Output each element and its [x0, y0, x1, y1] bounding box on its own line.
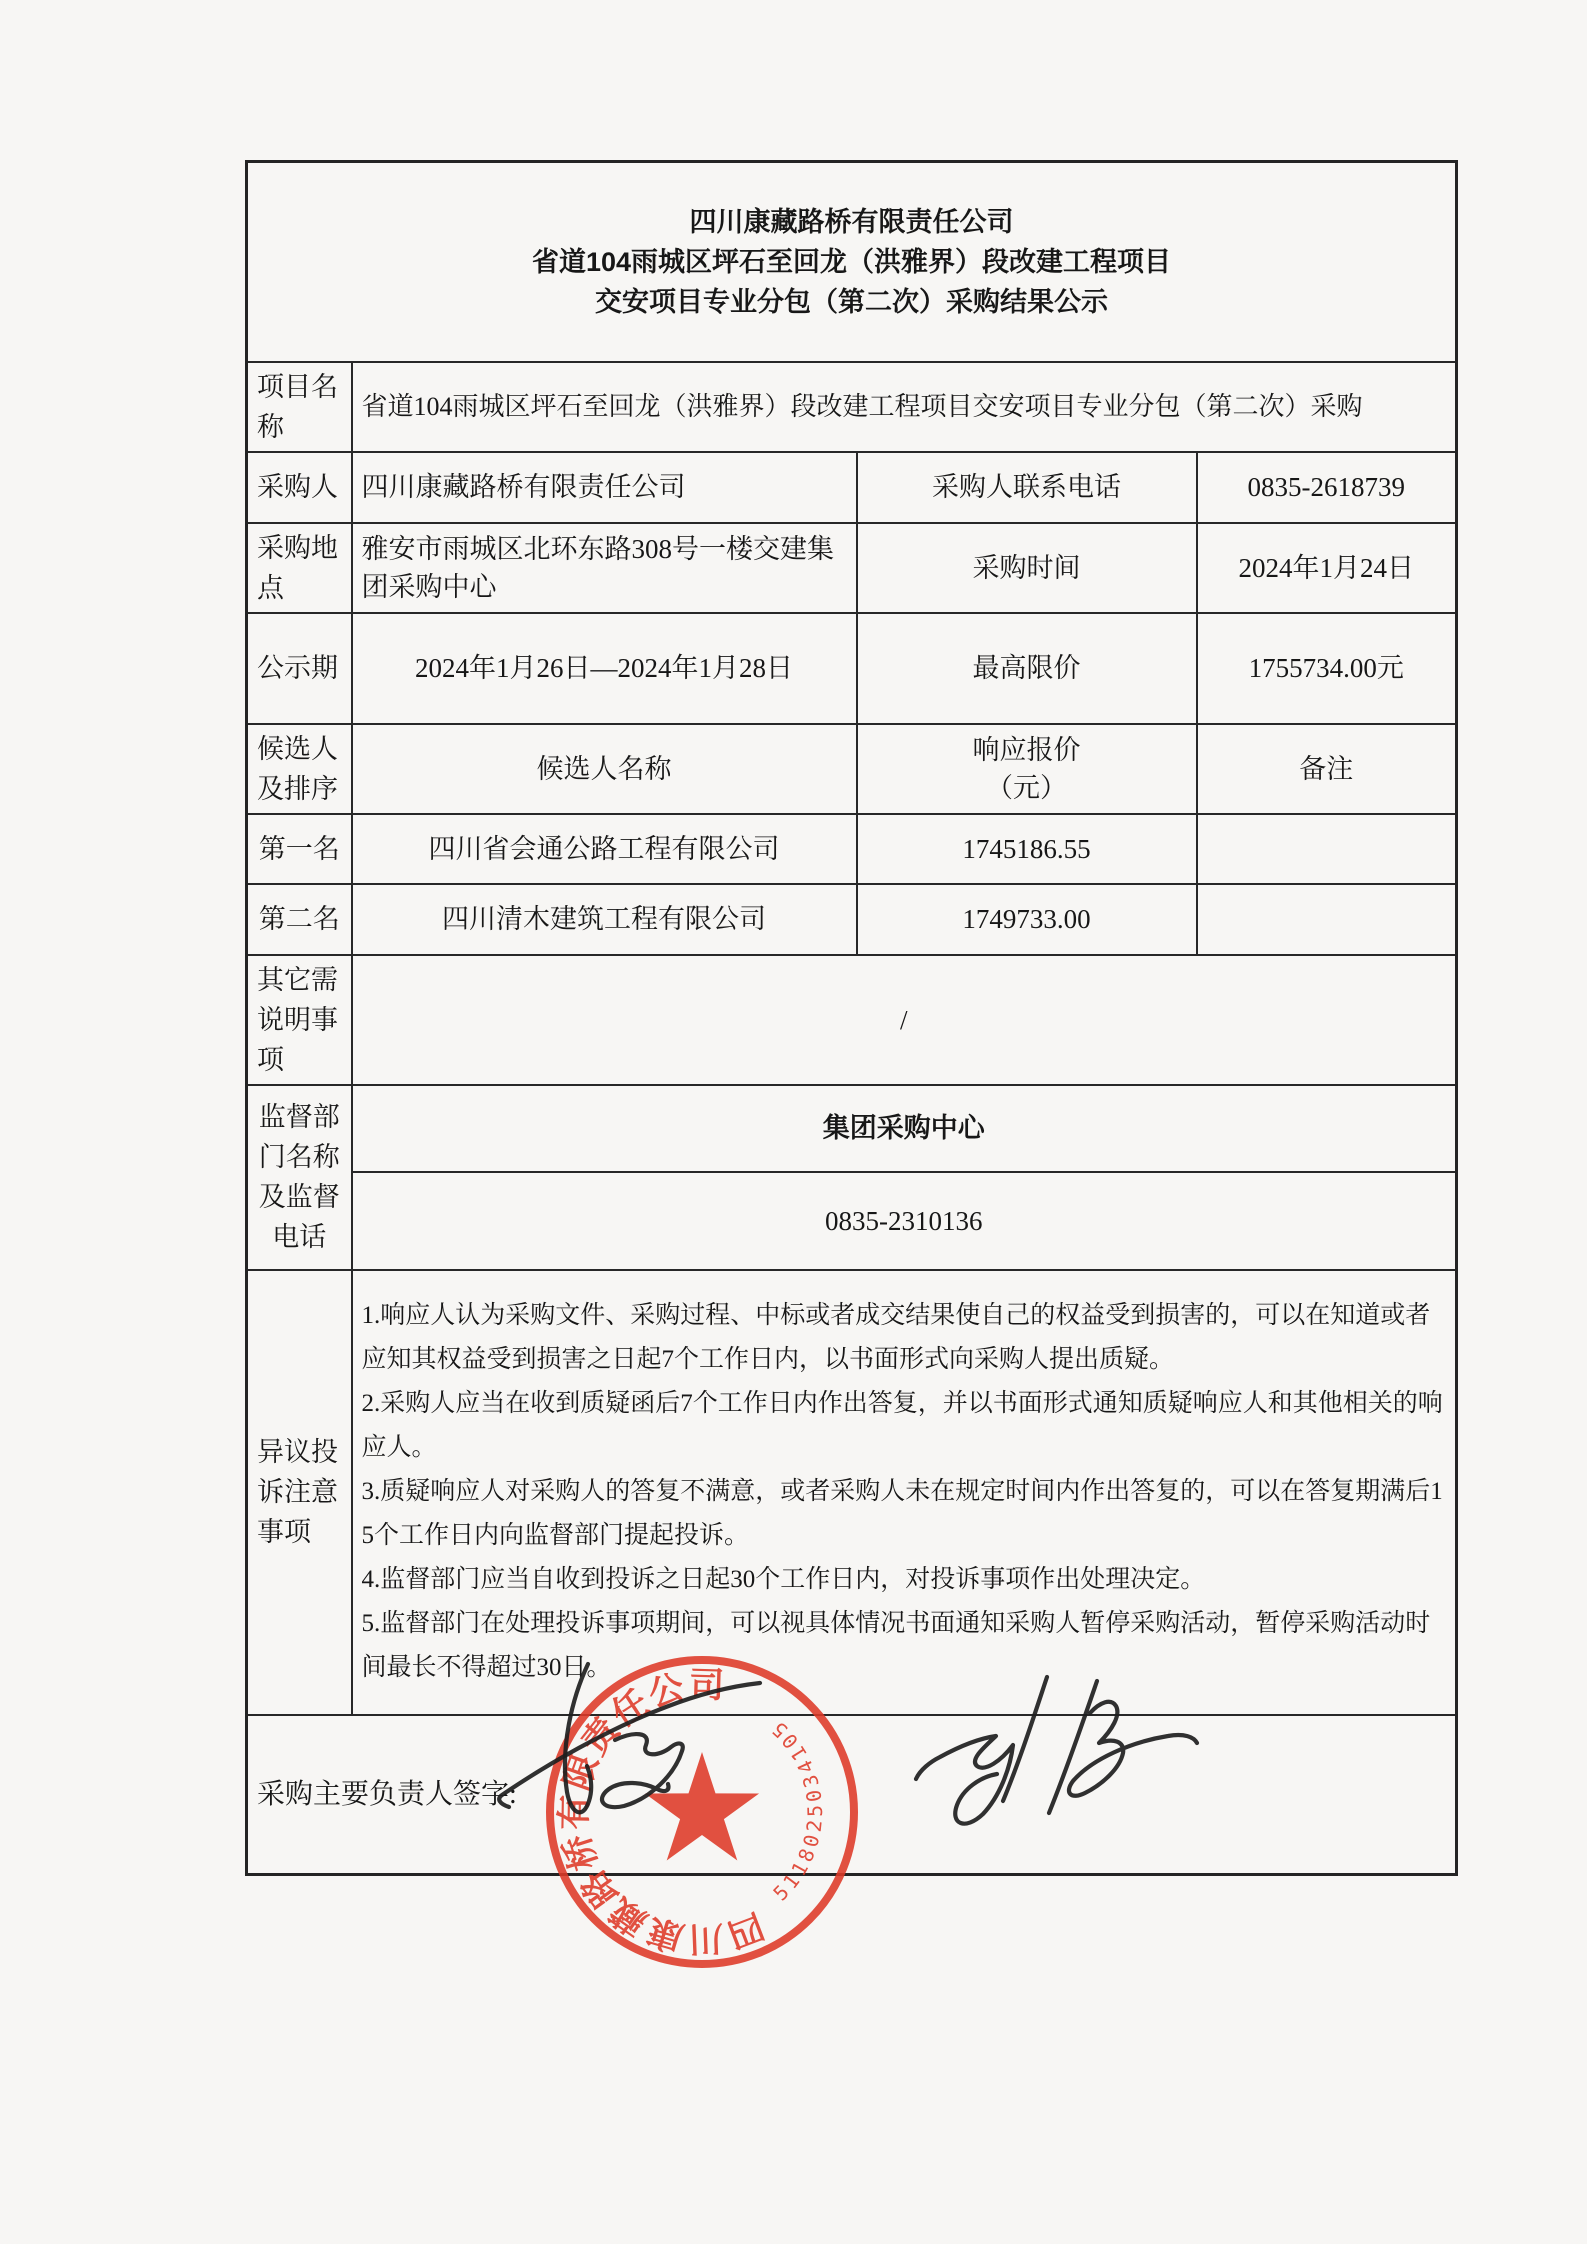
other-notes-value: /: [352, 955, 1457, 1085]
purchaser-phone-value: 0835-2618739: [1197, 452, 1457, 523]
signature-label: 采购主要负责人签字:: [257, 1778, 517, 1810]
purchaser-phone-label: 采购人联系电话: [857, 452, 1197, 523]
candidate-2-rank: 第二名: [247, 884, 352, 955]
title-line-3: 交安项目专业分包（第二次）采购结果公示: [595, 286, 1108, 317]
row-purchaser: [247, 452, 1457, 523]
candidates-label: 候选人及排序: [247, 724, 352, 814]
row-publicity-period: [247, 613, 1457, 724]
signature-cell: [247, 1715, 1457, 1875]
candidate-row-1: [247, 814, 1457, 884]
candidate-2-quote: 1749733.00: [857, 884, 1197, 955]
col-header-remark: 备注: [1197, 724, 1457, 814]
max-price-value: 1755734.00元: [1197, 613, 1457, 724]
objection-notice-text: [352, 1270, 1457, 1715]
row-supervision-dept: [247, 1085, 1457, 1172]
objection-item-3: 3.质疑响应人对采购人的答复不满意，或者采购人未在规定时间内作出答复的，可以在答复期满后15个工作日内向监督部门提起投诉。: [361, 1478, 1443, 1549]
purchase-time-label: 采购时间: [857, 523, 1197, 613]
publicity-label: 公示期: [247, 613, 352, 724]
row-objection-notice: [247, 1270, 1457, 1715]
location-value: 雅安市雨城区北环东路308号一楼交建集团采购中心: [352, 523, 857, 613]
candidate-1-rank: 第一名: [247, 814, 352, 884]
title-row: [247, 162, 1457, 362]
supervision-label: 监督部门名称及监督电话: [247, 1085, 352, 1270]
purchase-time-value: 2024年1月24日: [1197, 523, 1457, 613]
row-supervision-phone: [247, 1172, 1457, 1270]
objection-item-5: 5.监督部门在处理投诉事项期间，可以视具体情况书面通知采购人暂停采购活动，暂停采购活动时间最长不得超过30日。: [361, 1610, 1431, 1681]
other-notes-label: 其它需说明事项: [247, 955, 352, 1085]
col-header-quote: 响应报价 （元）: [857, 724, 1197, 814]
purchaser-label: 采购人: [247, 452, 352, 523]
candidate-1-name: 四川省会通公路工程有限公司: [352, 814, 857, 884]
title-line-1: 四川康藏路桥有限责任公司: [689, 206, 1014, 237]
objection-label: 异议投诉注意事项: [247, 1270, 352, 1715]
objection-item-4: 4.监督部门应当自收到投诉之日起30个工作日内，对投诉事项作出处理决定。: [361, 1566, 1206, 1593]
max-price-label: 最高限价: [857, 613, 1197, 724]
row-candidates-header: [247, 724, 1457, 814]
row-project-name: [247, 362, 1457, 452]
objection-item-1: 1.响应人认为采购文件、采购过程、中标或者成交结果使自己的权益受到损害的，可以在知道或者应知其权益受到损害之日起7个工作日内，以书面形式向采购人提出质疑。: [361, 1302, 1431, 1373]
publicity-period-value: 2024年1月26日—2024年1月28日: [352, 613, 857, 724]
supervision-dept-value: 集团采购中心: [352, 1085, 1457, 1172]
document-title: [247, 162, 1457, 362]
seal-company-text: 四川康藏路桥有限责任公司: [554, 1665, 769, 1959]
row-purchase-location: [247, 523, 1457, 613]
candidate-2-remark: [1197, 884, 1457, 955]
procurement-result-table: [245, 160, 1458, 1876]
purchaser-name: 四川康藏路桥有限责任公司: [352, 452, 857, 523]
project-name-value: 省道104雨城区坪石至回龙（洪雅界）段改建工程项目交安项目专业分包（第二次）采购: [352, 362, 1457, 452]
candidate-2-name: 四川清木建筑工程有限公司: [352, 884, 857, 955]
supervision-phone-value: 0835-2310136: [352, 1172, 1457, 1270]
row-other-notes: [247, 955, 1457, 1085]
title-line-2: 省道104雨城区坪石至回龙（洪雅界）段改建工程项目: [531, 246, 1172, 277]
candidate-row-2: [247, 884, 1457, 955]
candidate-1-remark: [1197, 814, 1457, 884]
col-header-candidate-name: 候选人名称: [352, 724, 857, 814]
objection-item-2: 2.采购人应当在收到质疑函后7个工作日内作出答复，并以书面形式通知质疑响应人和其他相关的响应人。: [361, 1390, 1443, 1461]
location-label: 采购地点: [247, 523, 352, 613]
candidate-1-quote: 1745186.55: [857, 814, 1197, 884]
row-signature: [247, 1715, 1457, 1875]
seal-code-text: 5118025034105: [764, 1714, 828, 1906]
project-name-label: 项目名称: [247, 362, 352, 452]
